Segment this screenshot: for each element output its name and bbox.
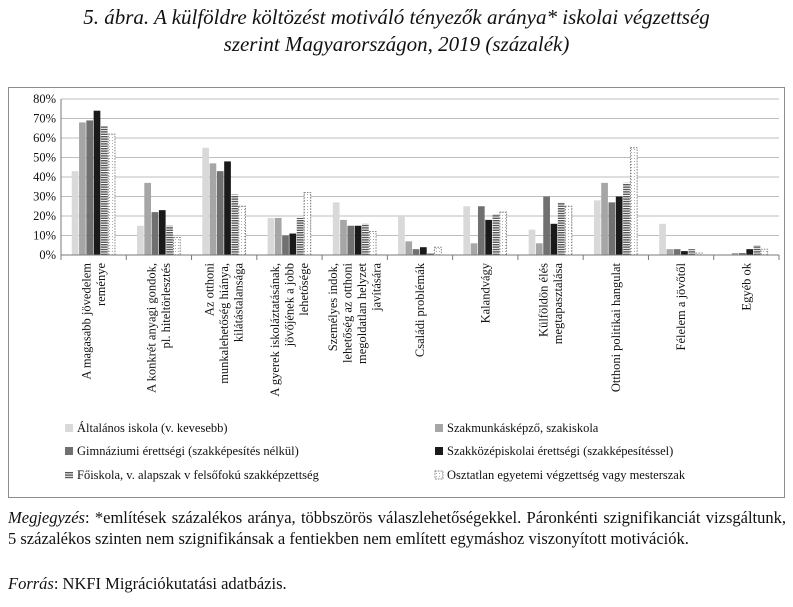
figure-title — [0, 4, 793, 58]
y-tick-label: 80% — [33, 92, 56, 106]
bar — [500, 212, 507, 255]
x-category-label-line: Egyéb ok — [739, 263, 754, 311]
bar — [86, 120, 93, 255]
figure-title-line-1: 5. ábra. A külföldre költözést motiváló tényezők aránya* iskolai végzettség — [83, 5, 710, 29]
bar — [529, 230, 536, 255]
x-category-label-line: A magasabb jövedelem — [79, 263, 94, 380]
legend-item — [435, 444, 673, 458]
bar — [493, 214, 500, 255]
legend-item — [435, 421, 599, 435]
bar — [420, 247, 427, 255]
x-category-label-line: Külföldön élés — [536, 263, 551, 337]
legend-label: Főiskola, v. alapszak v felsőfokú szakképzettség — [77, 468, 319, 482]
bar — [340, 220, 347, 255]
x-category-label — [536, 263, 565, 345]
x-category-label — [413, 262, 427, 357]
bar — [231, 195, 238, 255]
y-tick-label: 60% — [33, 131, 56, 145]
x-category-label-line: Félelem a jövőtől — [674, 263, 689, 351]
legend-item — [65, 444, 299, 458]
x-category-label-line: Személyes indok, — [326, 263, 340, 352]
bar — [688, 249, 695, 255]
bar — [413, 249, 420, 255]
bar — [746, 249, 753, 255]
x-category-label-line: jövőjének a jobb — [282, 263, 297, 347]
grid-lines — [61, 99, 779, 236]
figure-note — [8, 507, 786, 549]
bar — [297, 218, 304, 255]
bar — [174, 237, 181, 255]
y-tick-label: 20% — [33, 209, 56, 223]
x-category-label — [79, 263, 108, 380]
bar — [551, 224, 558, 255]
bar — [159, 210, 166, 255]
x-category-label-line: Az otthoni — [202, 263, 217, 317]
legend-swatch — [435, 447, 443, 455]
source-label: Forrás — [8, 574, 54, 593]
bar — [761, 249, 768, 255]
bar — [754, 245, 761, 255]
bar — [543, 197, 550, 256]
bar — [666, 249, 673, 255]
figure-title-line-2: szerint Magyarországon, 2019 (százalék) — [223, 32, 570, 56]
bar — [72, 171, 79, 255]
legend-label: Szakmunkásképző, szakiskola — [447, 421, 599, 435]
bar — [369, 232, 376, 255]
bar — [355, 226, 362, 255]
x-category-label — [739, 262, 753, 310]
bar — [224, 161, 231, 255]
bar — [217, 171, 224, 255]
bar — [210, 163, 217, 255]
y-tick-label: 30% — [33, 189, 56, 204]
bar — [463, 206, 470, 255]
bar — [275, 218, 282, 255]
x-category-label-line: A konkrét anyagi gondok, — [144, 263, 159, 393]
chart-frame — [8, 87, 785, 498]
bar — [108, 134, 115, 255]
x-category-label-line: Kalandvágy — [478, 263, 493, 324]
bar — [616, 197, 623, 256]
bar — [144, 183, 151, 255]
bar — [347, 226, 354, 255]
legend-swatch — [65, 447, 73, 455]
bar — [79, 122, 86, 255]
legend-label: Gimnáziumi érettségi (szakképesítés nélkül) — [77, 444, 299, 458]
bar — [478, 206, 485, 255]
bar — [101, 126, 108, 255]
x-category-label-line: Családi problémák — [413, 263, 427, 358]
legend-label: Általános iskola (v. kevesebb) — [77, 421, 228, 435]
y-tick-label: 40% — [33, 170, 56, 184]
x-category-label — [268, 263, 311, 397]
legend — [65, 421, 686, 482]
x-category-label — [203, 262, 246, 383]
y-tick-label: 70% — [33, 111, 56, 126]
x-category-label — [478, 262, 492, 323]
x-category-label-line: lehetősége — [297, 263, 311, 316]
bar — [601, 183, 608, 255]
bar — [594, 200, 601, 255]
figure-source — [8, 573, 287, 594]
legend-swatch — [435, 424, 443, 432]
x-category-label-line: megtapasztalása — [550, 263, 565, 345]
x-category-label-line: megoldatlan helyzet — [355, 263, 369, 365]
bar — [94, 111, 101, 255]
bar — [166, 226, 173, 255]
x-category-label-line: kilátástalansága — [231, 263, 246, 343]
bar — [289, 234, 296, 255]
bar — [405, 241, 412, 255]
bar — [137, 226, 144, 255]
bar — [362, 224, 369, 255]
x-category-label — [145, 263, 174, 393]
x-category-label — [609, 262, 623, 392]
bar — [485, 220, 492, 255]
bar — [398, 216, 405, 255]
x-category-label-line: A gyerek iskoláztatásának, — [268, 263, 282, 397]
x-category-label-line: munkalehetőség hiánya, — [217, 263, 232, 384]
bar — [659, 224, 666, 255]
bar — [333, 202, 340, 255]
x-category-label-line: pl. hiteltörlesztés — [159, 263, 174, 349]
legend-swatch — [65, 471, 73, 479]
legend-item — [65, 468, 320, 482]
bar — [681, 251, 688, 255]
note-label: Megjegyzés — [8, 508, 85, 527]
x-category-label — [326, 262, 384, 364]
bar — [558, 202, 565, 255]
legend-item — [435, 468, 686, 482]
bar — [435, 247, 442, 255]
category-labels — [79, 262, 753, 396]
legend-swatch — [65, 424, 73, 432]
bar — [239, 206, 246, 255]
bar — [536, 243, 543, 255]
bars — [72, 111, 768, 255]
bar — [471, 243, 478, 255]
bar — [268, 218, 275, 255]
legend-swatch — [435, 471, 443, 479]
y-axis-ticks — [33, 92, 56, 262]
x-category-label-line: Otthoni politikai hangulat — [608, 263, 623, 393]
legend-item — [65, 421, 228, 435]
note-text: : *említések százalékos aránya, többszörös válaszlehetőségekkel. Páronkénti szignifikanciát vizsgáltunk, 5 százalékos szinten nem szignifikánsak a fentiekben nem említett egymáshoz viszonyított motivációk. — [8, 508, 786, 548]
bar — [202, 148, 209, 255]
x-category-label — [674, 262, 688, 350]
y-tick-label: 10% — [33, 228, 56, 243]
legend-label: Szakközépiskolai érettségi (szakképesítéssel) — [447, 444, 674, 458]
x-category-label-line: lehetőség az otthoni — [340, 263, 355, 363]
bar — [304, 193, 311, 255]
bar — [565, 206, 572, 255]
y-tick-label: 50% — [33, 150, 56, 165]
bar-chart — [9, 88, 784, 497]
bar — [152, 212, 159, 255]
legend-label: Osztatlan egyetemi végzettség vagy mesterszak — [447, 468, 686, 482]
bar — [674, 249, 681, 255]
x-category-label-line: reménye — [93, 263, 108, 307]
bar — [630, 148, 637, 255]
x-category-label-line: javítására — [369, 263, 384, 311]
source-text: : NKFI Migrációkutatási adatbázis. — [53, 574, 287, 593]
bar — [282, 236, 289, 256]
bar — [623, 183, 630, 255]
y-tick-label: 0% — [39, 248, 56, 262]
bar — [609, 202, 616, 255]
